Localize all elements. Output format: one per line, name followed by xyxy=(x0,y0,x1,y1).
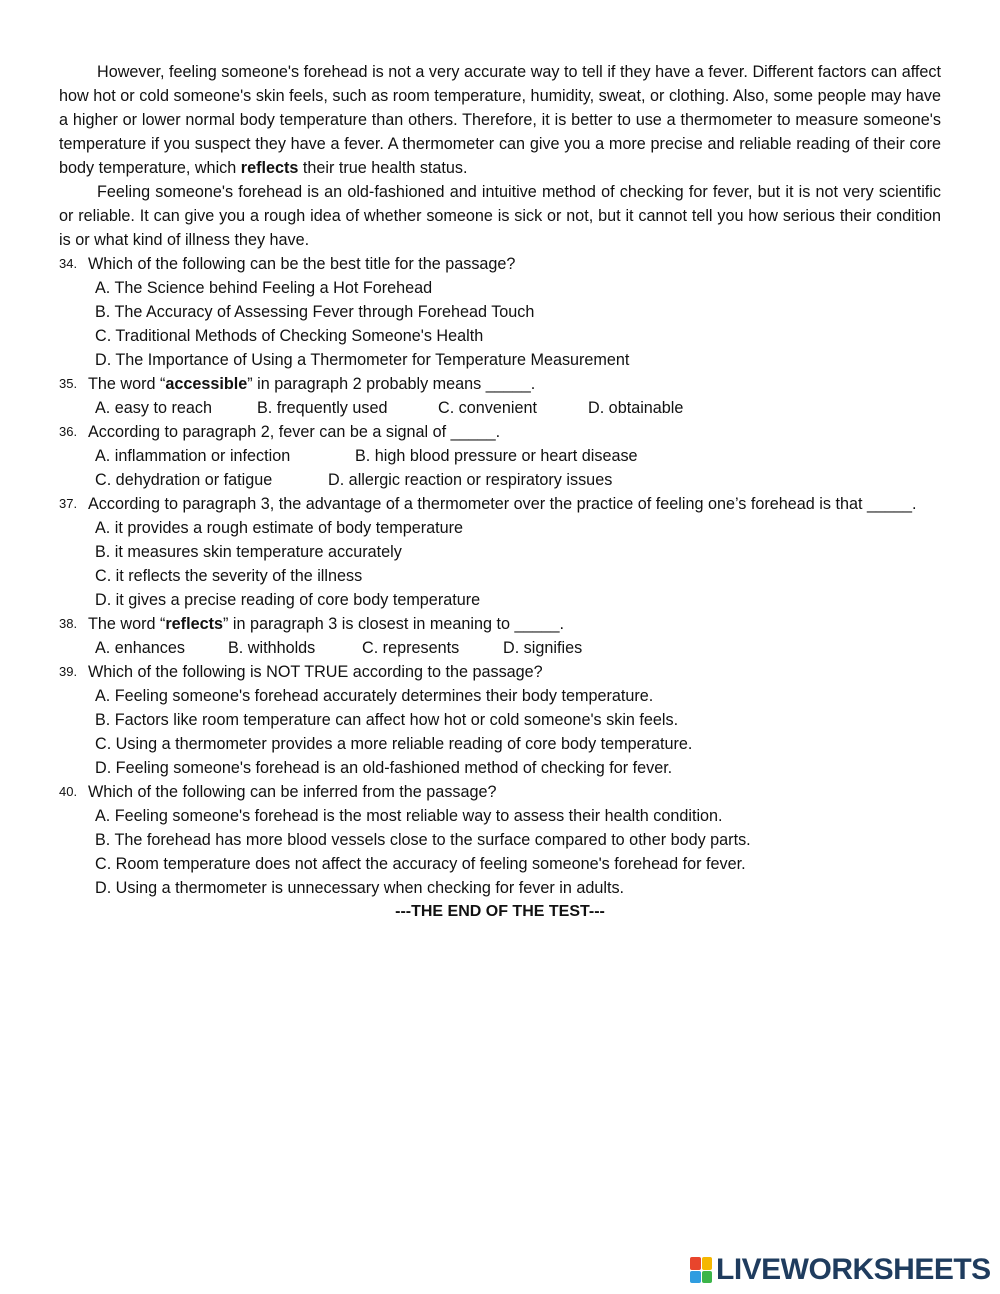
liveworksheets-logo-icon xyxy=(690,1257,712,1283)
option-38-c[interactable]: C. represents xyxy=(362,639,460,657)
question-39 xyxy=(59,660,941,684)
option-37-b[interactable]: B. it measures skin temperature accurately xyxy=(95,543,402,561)
worksheet-page xyxy=(59,60,941,924)
option-36-a[interactable]: A. inflammation or infection xyxy=(95,447,291,465)
question-text: Which of the following can be the best title for the passage? xyxy=(88,255,516,273)
bold-word-reflects: reflects xyxy=(240,159,299,177)
option-36-b[interactable]: B. high blood pressure or heart disease xyxy=(355,447,638,465)
question-number: 36. xyxy=(59,424,78,439)
question-36 xyxy=(59,420,941,444)
options-row-35 xyxy=(59,396,941,420)
option-34-b[interactable]: B. The Accuracy of Assessing Fever through Forehead Touch xyxy=(95,303,535,321)
question-text: Which of the following can be inferred from the passage? xyxy=(88,783,497,801)
option-39-a[interactable]: A. Feeling someone's forehead accurately determines their body temperature. xyxy=(95,687,654,705)
options-row-36-ab xyxy=(59,444,941,468)
paragraph-3: However, feeling someone's forehead is not a very accurate way to tell if they have a fever. Different factors can affect how hot or cold someone's skin feels, such as room temperature, humidity, sweat, or clothing. Also, some people may have a higher or lower normal body temperature than others. Therefore, it is better to use a thermometer to measure someone's temperature if you suspect they have a fever. A thermometer can give you a more precise and reliable reading of their core body temperature, which reflects their true health status. xyxy=(59,63,941,177)
option-37-c[interactable]: C. it reflects the severity of the illness xyxy=(95,567,363,585)
option-34-c[interactable]: C. Traditional Methods of Checking Someone's Health xyxy=(95,327,484,345)
option-35-d[interactable]: D. obtainable xyxy=(588,399,684,417)
option-35-a[interactable]: A. easy to reach xyxy=(95,399,212,417)
question-37 xyxy=(59,492,941,516)
question-text: Which of the following is NOT TRUE according to the passage? xyxy=(88,663,543,681)
options-row-36-cd xyxy=(59,468,941,492)
liveworksheets-logo xyxy=(690,1253,991,1287)
option-38-d[interactable]: D. signifies xyxy=(503,639,583,657)
question-40 xyxy=(59,780,941,804)
question-text: According to paragraph 3, the advantage of a thermometer over the practice of feeling one’s forehead is that _____. xyxy=(88,495,917,513)
option-39-d[interactable]: D. Feeling someone's forehead is an old-fashioned method of checking for fever. xyxy=(95,759,673,777)
question-text: According to paragraph 2, fever can be a signal of _____. xyxy=(88,423,501,441)
liveworksheets-logo-text: LIVEWORKSHEETS xyxy=(716,1253,991,1286)
question-number: 39. xyxy=(59,664,78,679)
question-38: 38. The word “reflects” in paragraph 3 is closest in meaning to _____. xyxy=(59,612,941,636)
option-37-a[interactable]: A. it provides a rough estimate of body temperature xyxy=(95,519,464,537)
option-37-d[interactable]: D. it gives a precise reading of core body temperature xyxy=(95,591,481,609)
question-number: 35. xyxy=(59,376,78,391)
option-34-d[interactable]: D. The Importance of Using a Thermometer for Temperature Measurement xyxy=(95,351,630,369)
question-number: 38. xyxy=(59,616,78,631)
option-40-c[interactable]: C. Room temperature does not affect the accuracy of feeling someone's forehead for fever. xyxy=(95,855,746,873)
paragraph-4: Feeling someone's forehead is an old-fashioned and intuitive method of checking for fever, but it is not very scientific or reliable. It can give you a rough idea of whether someone is sick or not, but it cannot tell you how serious their condition is or what kind of illness they have. xyxy=(59,183,941,249)
bold-word-accessible: accessible xyxy=(165,375,248,393)
option-40-d[interactable]: D. Using a thermometer is unnecessary when checking for fever in adults. xyxy=(95,879,625,897)
option-40-b[interactable]: B. The forehead has more blood vessels close to the surface compared to other body parts. xyxy=(95,831,751,849)
question-34 xyxy=(59,252,941,276)
question-number: 34. xyxy=(59,256,78,271)
option-36-c[interactable]: C. dehydration or fatigue xyxy=(95,471,273,489)
question-number: 37. xyxy=(59,496,78,511)
end-of-test: ---THE END OF THE TEST--- xyxy=(395,903,605,920)
option-40-a[interactable]: A. Feeling someone's forehead is the most reliable way to assess their health condition. xyxy=(95,807,723,825)
bold-word-reflects: reflects xyxy=(165,615,223,633)
options-row-38 xyxy=(59,636,941,660)
question-number: 40. xyxy=(59,784,78,799)
question-35: 35. The word “accessible” in paragraph 2 probably means _____. xyxy=(59,372,941,396)
option-39-b[interactable]: B. Factors like room temperature can affect how hot or cold someone's skin feels. xyxy=(95,711,679,729)
option-35-b[interactable]: B. frequently used xyxy=(257,399,388,417)
option-38-a[interactable]: A. enhances xyxy=(95,639,185,657)
option-38-b[interactable]: B. withholds xyxy=(228,639,316,657)
option-36-d[interactable]: D. allergic reaction or respiratory issues xyxy=(328,471,613,489)
option-39-c[interactable]: C. Using a thermometer provides a more reliable reading of core body temperature. xyxy=(95,735,693,753)
option-34-a[interactable]: A. The Science behind Feeling a Hot Forehead xyxy=(95,279,433,297)
option-35-c[interactable]: C. convenient xyxy=(438,399,537,417)
